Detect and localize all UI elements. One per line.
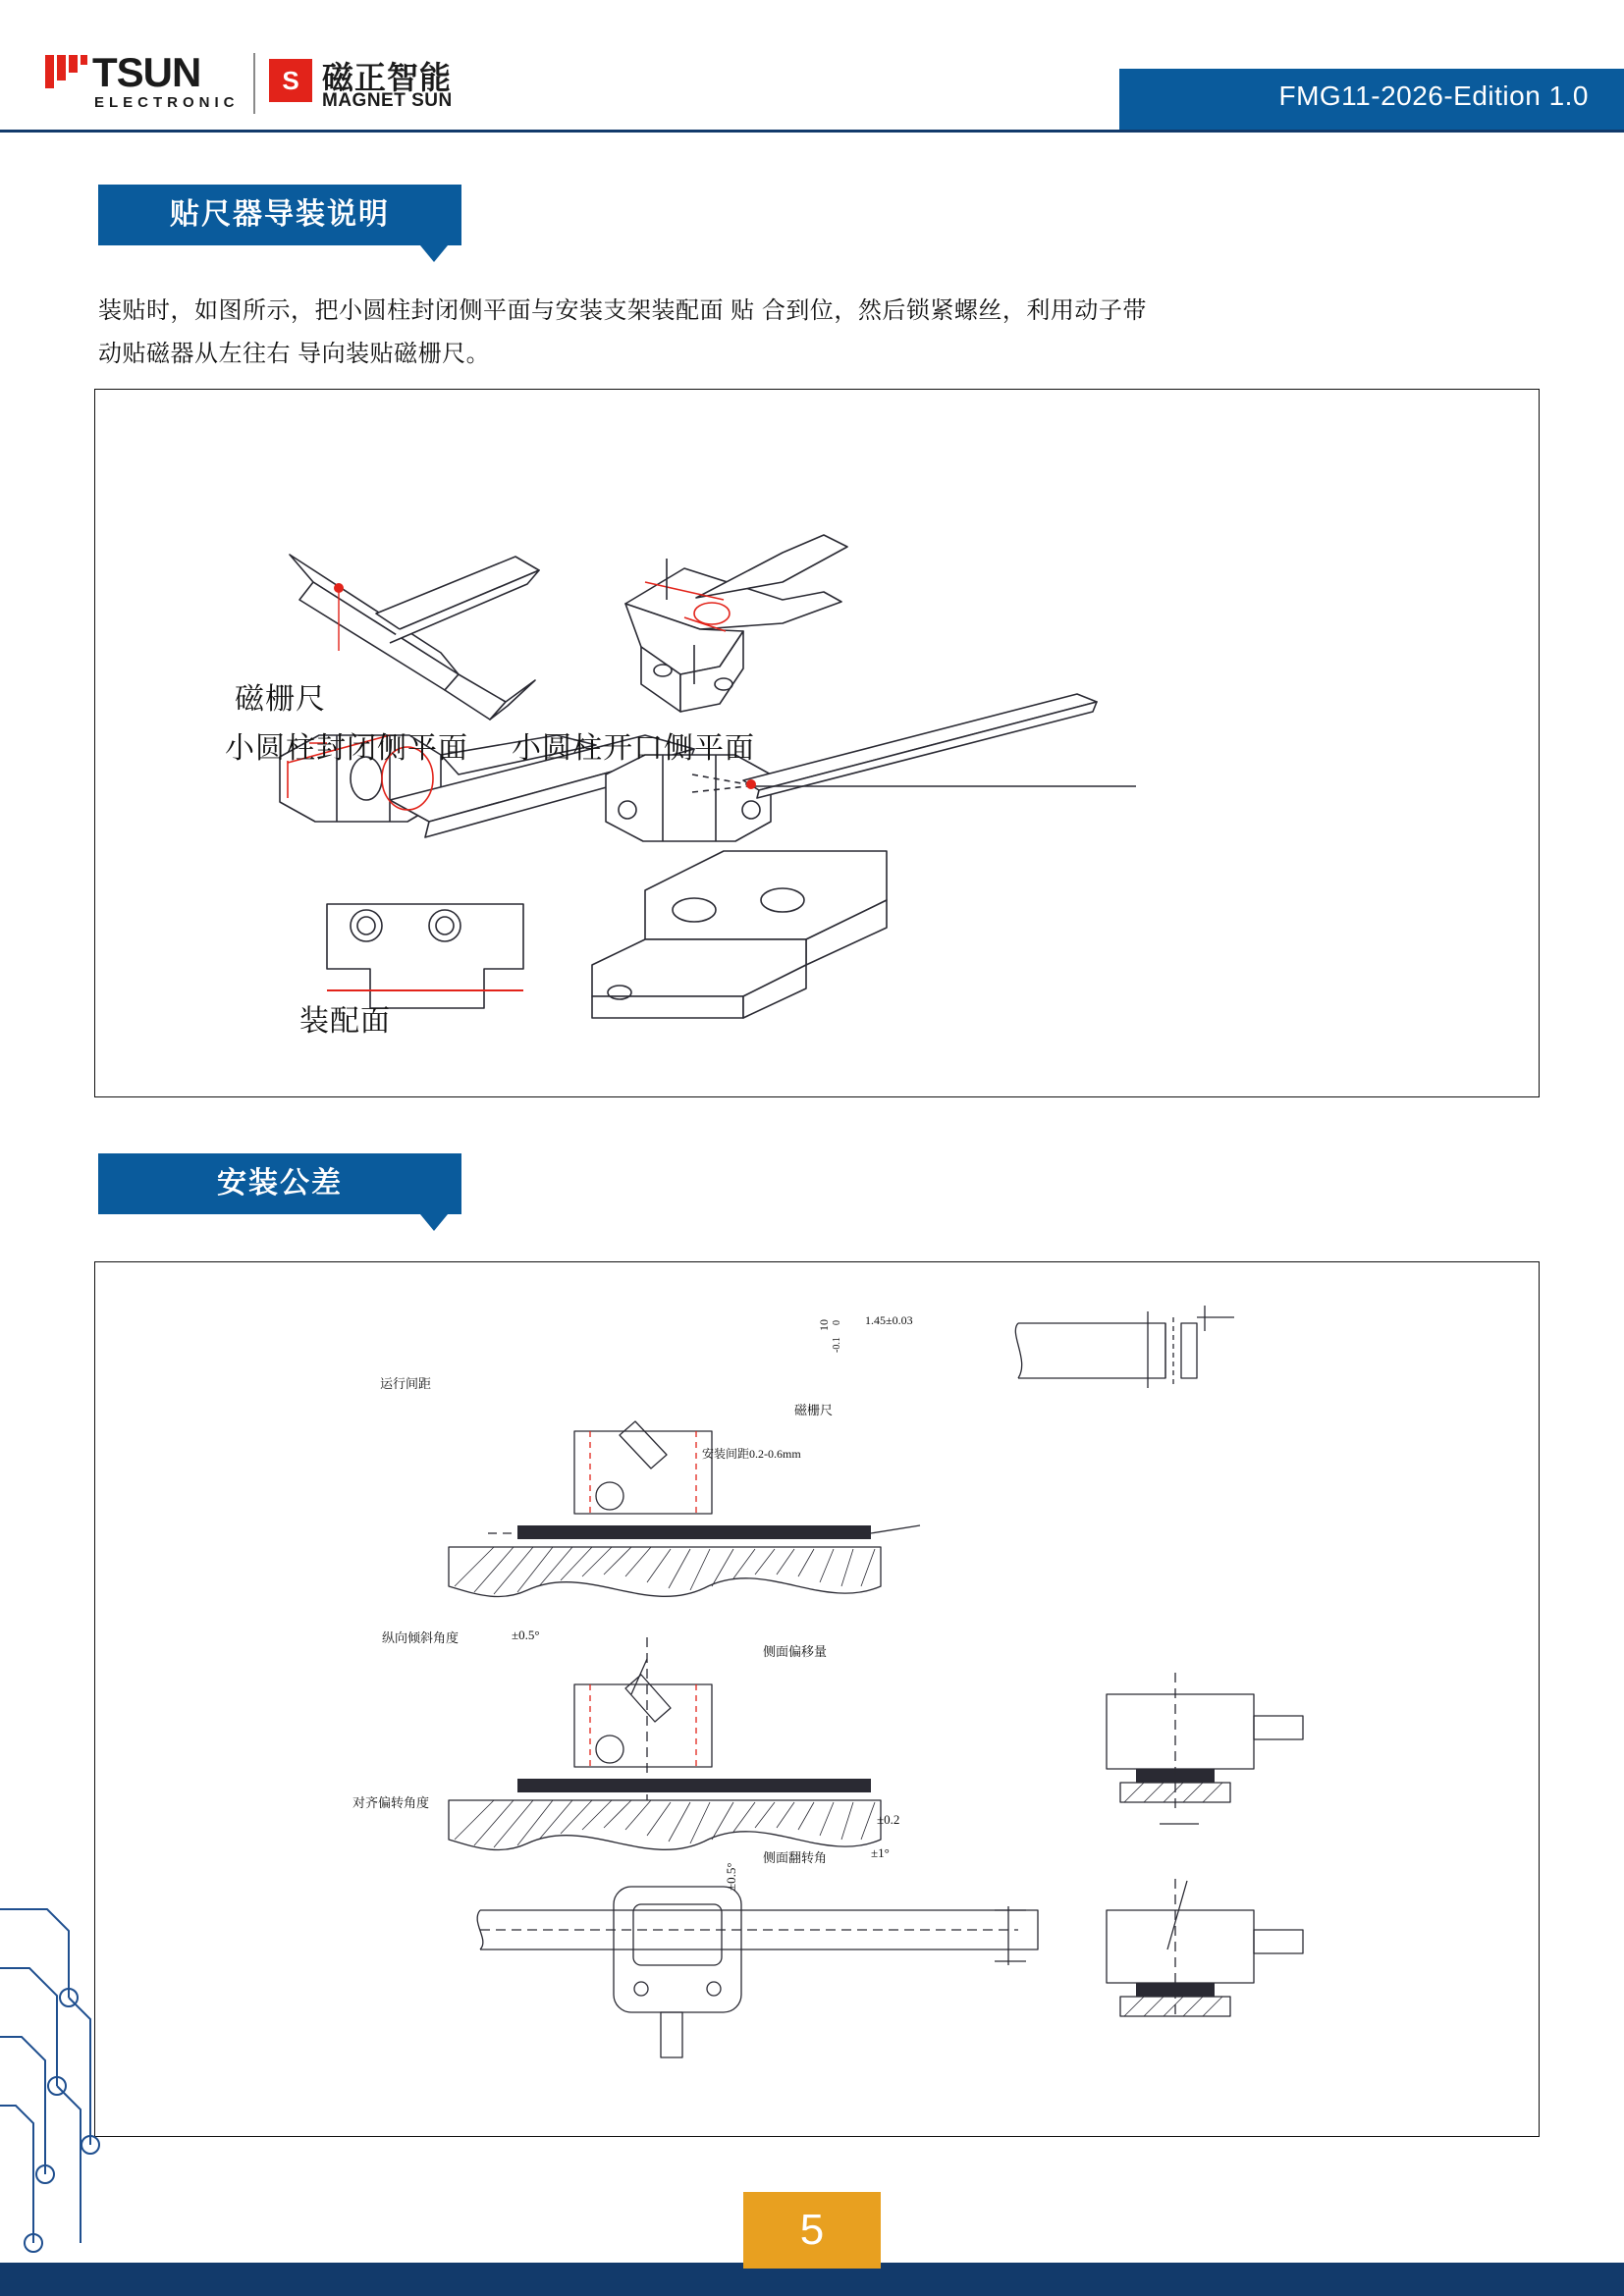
header-rule	[0, 130, 1624, 133]
value-side-offset: ±0.2	[877, 1812, 900, 1827]
label-scale-thickness: 1.45±0.03	[865, 1313, 913, 1327]
figure-label-mounting-face: 装配面	[299, 1005, 391, 1038]
callout-dot-scale	[334, 583, 344, 593]
label-side-offset: 侧面偏移量	[763, 1644, 828, 1659]
figure-install-tolerance	[94, 1261, 1540, 2137]
logo-badge-icon: S	[269, 59, 312, 102]
label-scale-width-tol-dn: -0.1	[832, 1337, 842, 1353]
logo-cn	[269, 51, 475, 116]
figure-install-guide	[94, 389, 1540, 1097]
page-header	[0, 0, 1624, 137]
label-scale-name: 磁栅尺	[794, 1403, 834, 1417]
callout-dot-open-side	[746, 779, 756, 789]
section-banner-install-guide: 贴尺器导装说明	[98, 185, 461, 245]
label-roll-angle: 侧面翻转角	[763, 1850, 828, 1865]
logo-brand-cn: 磁正智能	[322, 60, 453, 95]
logo-brand-en-sub: ELECTRONIC	[94, 94, 240, 111]
logo-divider	[253, 53, 255, 114]
value-roll-angle: ±1°	[871, 1845, 890, 1860]
label-mount-gap: 安装间距0.2-0.6mm	[702, 1447, 801, 1461]
logo-tsun	[45, 51, 246, 116]
label-scale-width: 10	[817, 1319, 831, 1331]
figure-label-scale: 磁栅尺	[235, 683, 326, 716]
figure-label-closed-side: 小圆柱封闭侧平面	[225, 732, 468, 765]
logo-brand-cn-sub: MAGNET SUN	[322, 90, 453, 111]
value-yaw-angle: ±0.5°	[724, 1862, 738, 1891]
tsun-mark-icon	[45, 55, 86, 88]
logo-brand-en: TSUN	[92, 49, 201, 95]
label-running-gap: 运行间距	[380, 1376, 432, 1391]
install-guide-paragraph: 装贴时，如图所示，把小圆柱封闭侧平面与安装支架装配面 贴 合到位，然后锁紧螺丝，利用动子带动贴磁器从左往右 导向装贴磁栅尺。	[98, 297, 1147, 367]
page-number: 5	[743, 2192, 881, 2269]
edition-label: FMG11-2026-Edition 1.0	[1278, 80, 1589, 111]
figure-label-open-side: 小圆柱开口侧平面	[512, 732, 755, 765]
section-banner-install-tolerance: 安装公差	[98, 1153, 461, 1214]
label-pitch-angle: 纵向倾斜角度	[382, 1630, 460, 1645]
value-pitch-angle: ±0.5°	[512, 1628, 540, 1642]
figure-install-tolerance-drawing	[95, 1262, 1537, 2134]
label-scale-width-tol-up: 0	[832, 1320, 842, 1325]
label-yaw-angle: 对齐偏转角度	[352, 1795, 430, 1810]
company-logo	[45, 51, 467, 120]
